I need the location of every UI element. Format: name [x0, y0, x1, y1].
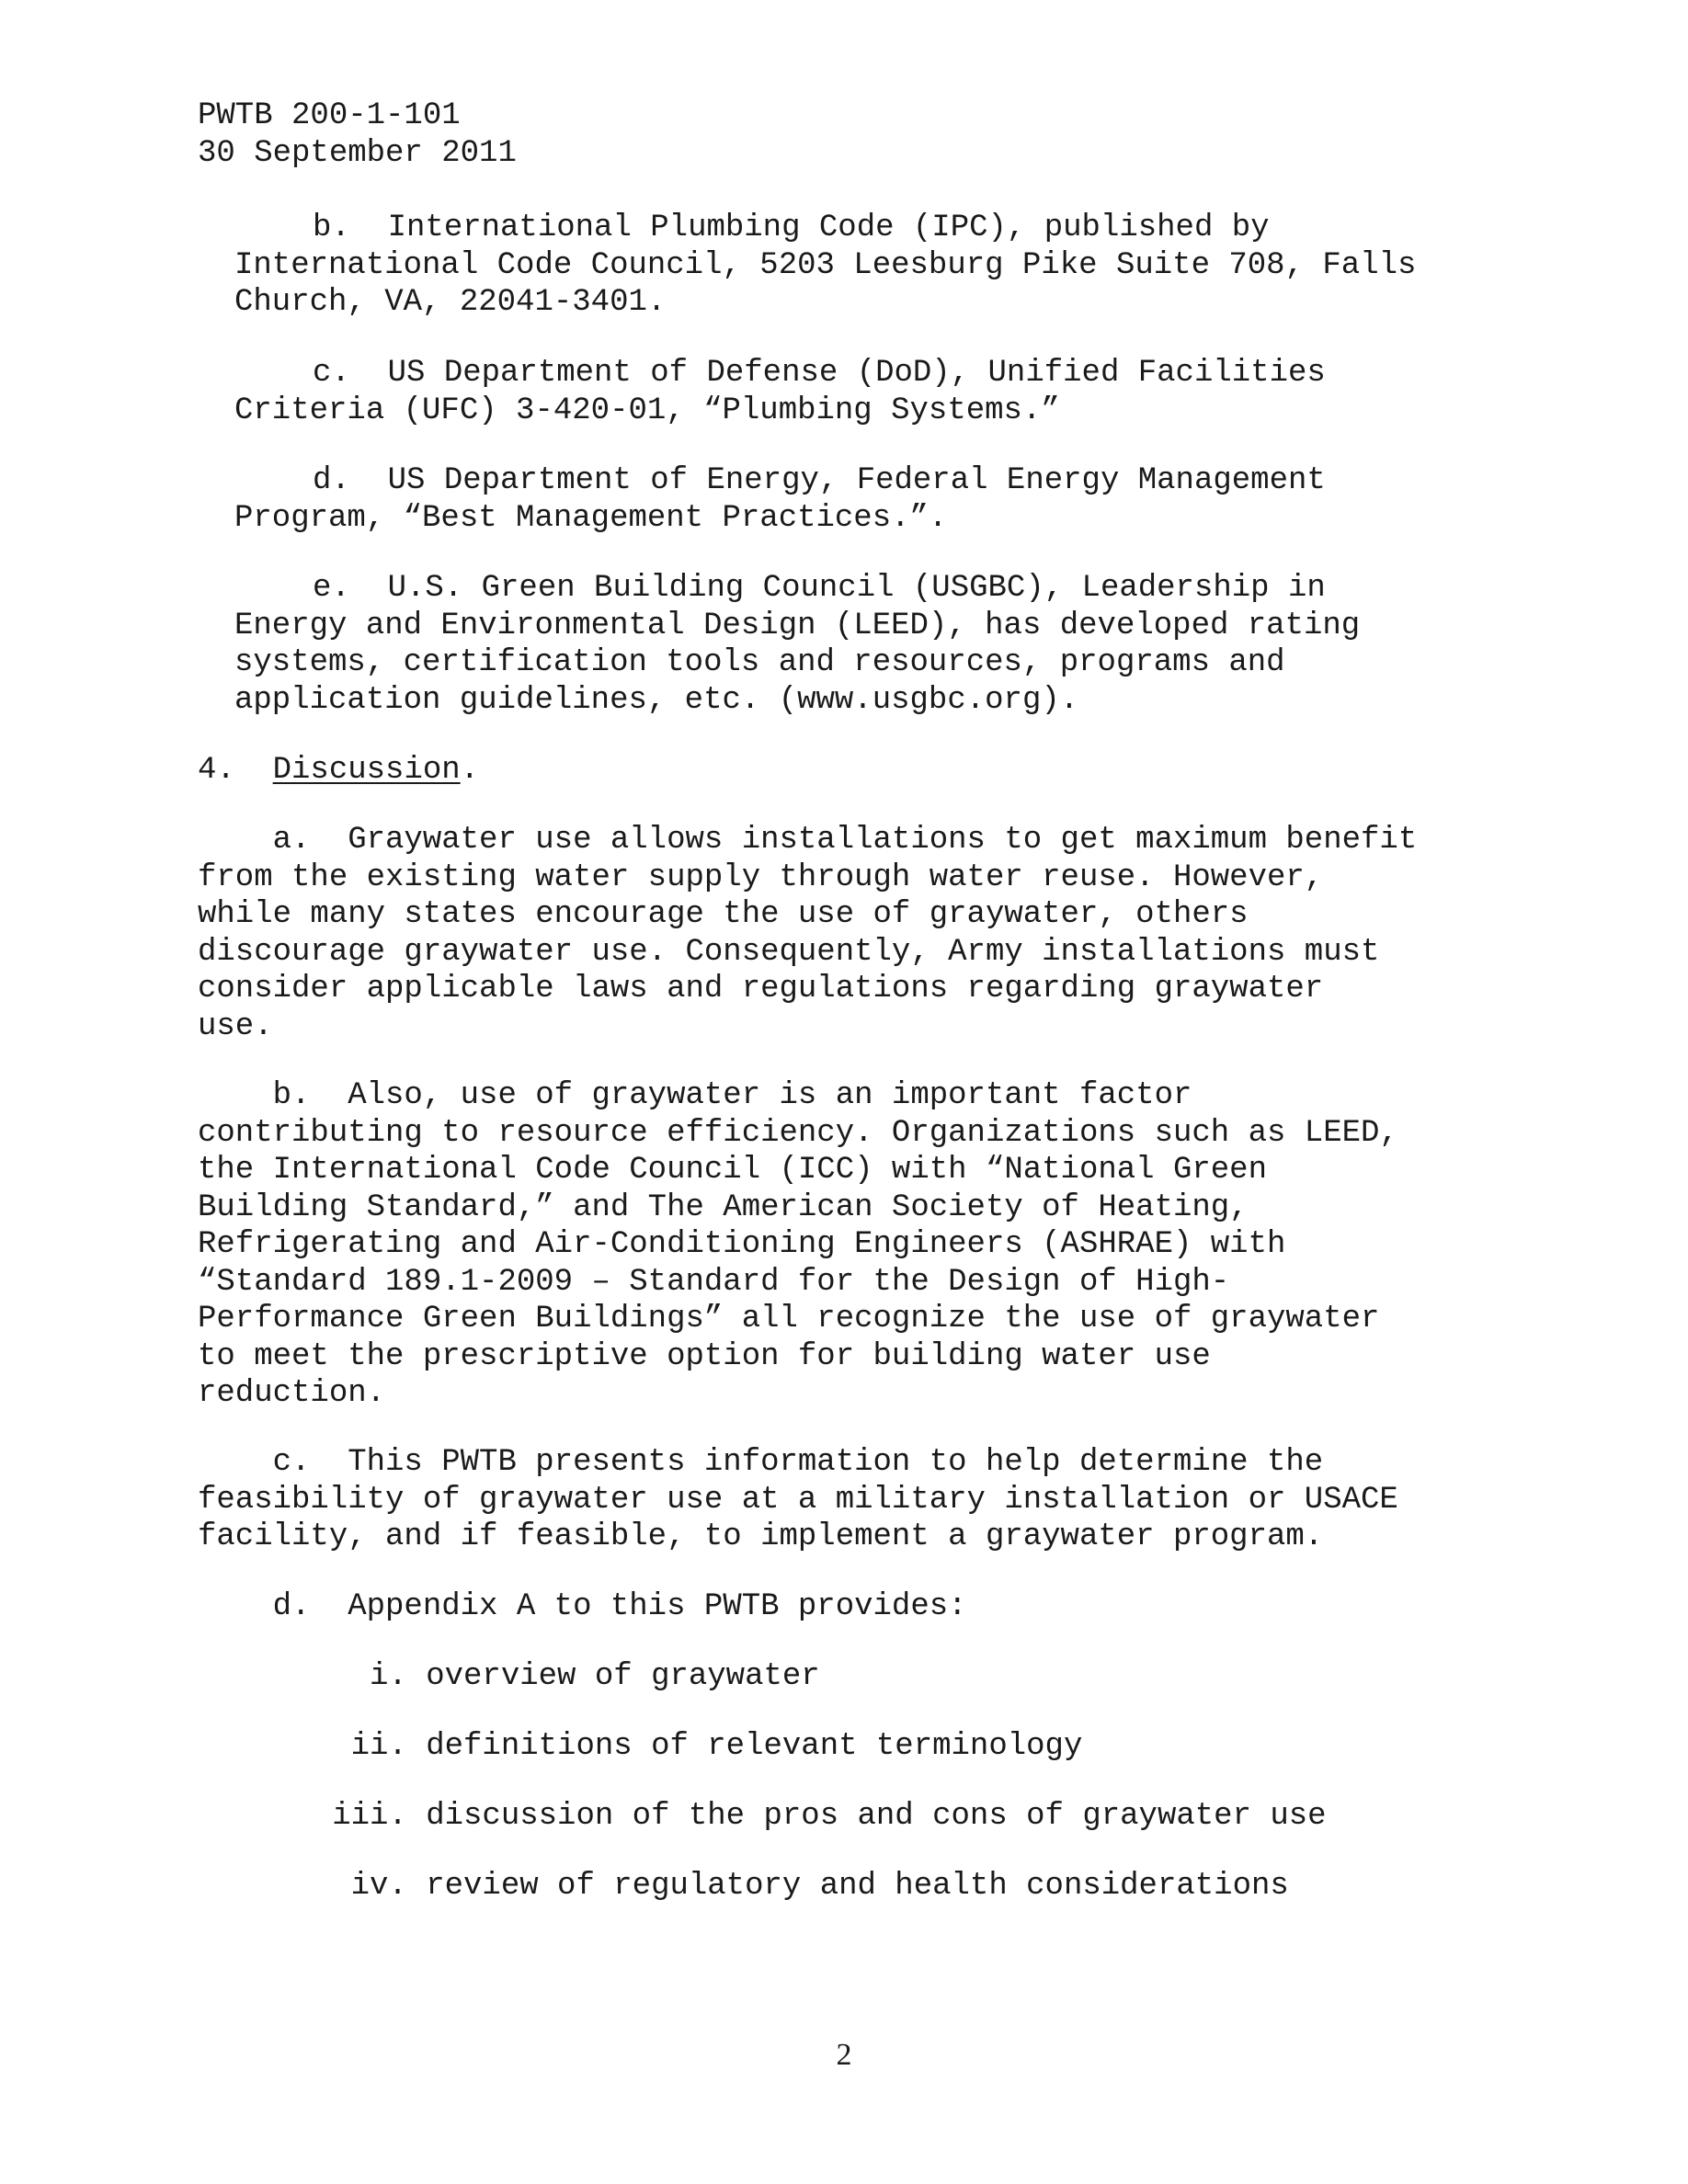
section-number: 4.	[198, 753, 235, 788]
paragraph-line: while many states encourage the use of graywater, others	[198, 897, 1249, 932]
paragraph-line: “Standard 189.1-2009 – Standard for the Design of High-	[198, 1264, 1230, 1300]
discussion-paragraph-a	[198, 822, 1417, 1045]
discussion-paragraph-c	[198, 1444, 1398, 1556]
reference-line: c. US Department of Defense (DoD), Unified Facilities	[313, 356, 1326, 391]
section-title: Discussion	[272, 753, 461, 788]
page-number: 2	[836, 2038, 852, 2072]
paragraph-line: Performance Green Buildings” all recognize the use of graywater	[198, 1302, 1380, 1337]
paragraph-line: discourage graywater use. Consequently, Army installations must	[198, 934, 1380, 970]
paragraph-line: Building Standard,” and The American Society of Heating,	[198, 1189, 1249, 1225]
doc-date: 30 September 2011	[198, 136, 517, 171]
discussion-paragraph-b	[198, 1077, 1398, 1413]
paragraph-line: feasibility of graywater use at a military installation or USACE	[198, 1482, 1398, 1518]
reference-d	[234, 462, 1326, 537]
reference-line: Church, VA, 22041-3401.	[234, 285, 667, 320]
section-heading	[198, 752, 479, 790]
paragraph-line: contributing to resource efficiency. Organizations such as LEED,	[198, 1115, 1398, 1151]
appendix-item-iii: iii. discussion of the pros and cons of graywater use	[276, 1799, 1327, 1834]
paragraph-line: reduction.	[198, 1376, 386, 1411]
paragraph-line: use.	[198, 1008, 273, 1044]
reference-e	[234, 570, 1360, 719]
paragraph-line: to meet the prescriptive option for building water use	[198, 1338, 1211, 1374]
appendix-item-ii: ii. definitions of relevant terminology	[276, 1729, 1083, 1764]
reference-line: Energy and Environmental Design (LEED), has developed rating	[234, 608, 1361, 643]
paragraph-line: a. Graywater use allows installations to get maximum benefit	[198, 823, 1418, 858]
reference-line: Program, “Best Management Practices.”.	[234, 500, 948, 536]
section-title-suffix: .	[460, 753, 480, 788]
paragraph-line: facility, and if feasible, to implement a graywater program.	[198, 1519, 1324, 1554]
paragraph-line: the International Code Council (ICC) with “National Green	[198, 1153, 1267, 1188]
paragraph-line: b. Also, use of graywater is an important factor	[198, 1078, 1192, 1113]
appendix-item-i: i. overview of graywater	[276, 1659, 820, 1694]
reference-line: International Code Council, 5203 Leesburg Pike Suite 708, Falls	[234, 247, 1417, 283]
reference-line: application guidelines, etc. (www.usgbc.org).	[234, 682, 1079, 718]
reference-line: b. International Plumbing Code (IPC), published by	[313, 210, 1270, 245]
appendix-item-iv: iv. review of regulatory and health considerations	[276, 1869, 1289, 1904]
paragraph-line: Refrigerating and Air-Conditioning Engineers (ASHRAE) with	[198, 1227, 1286, 1262]
reference-line: Criteria (UFC) 3-420-01, “Plumbing Systems.”	[234, 392, 1060, 428]
reference-b	[234, 210, 1416, 322]
paragraph-line: c. This PWTB presents information to help determine the	[198, 1445, 1324, 1480]
reference-line: e. U.S. Green Building Council (USGBC), Leadership in	[313, 571, 1326, 606]
doc-id: PWTB 200-1-101	[198, 98, 461, 133]
reference-line: d. US Department of Energy, Federal Energy Management	[313, 463, 1326, 498]
reference-c	[234, 355, 1326, 429]
paragraph-line: consider applicable laws and regulations regarding graywater	[198, 972, 1324, 1007]
paragraph-line: d. Appendix A to this PWTB provides:	[198, 1589, 967, 1624]
reference-line: systems, certification tools and resources, programs and	[234, 645, 1285, 680]
discussion-paragraph-d	[198, 1588, 967, 1626]
paragraph-line: from the existing water supply through water reuse. However,	[198, 859, 1324, 895]
